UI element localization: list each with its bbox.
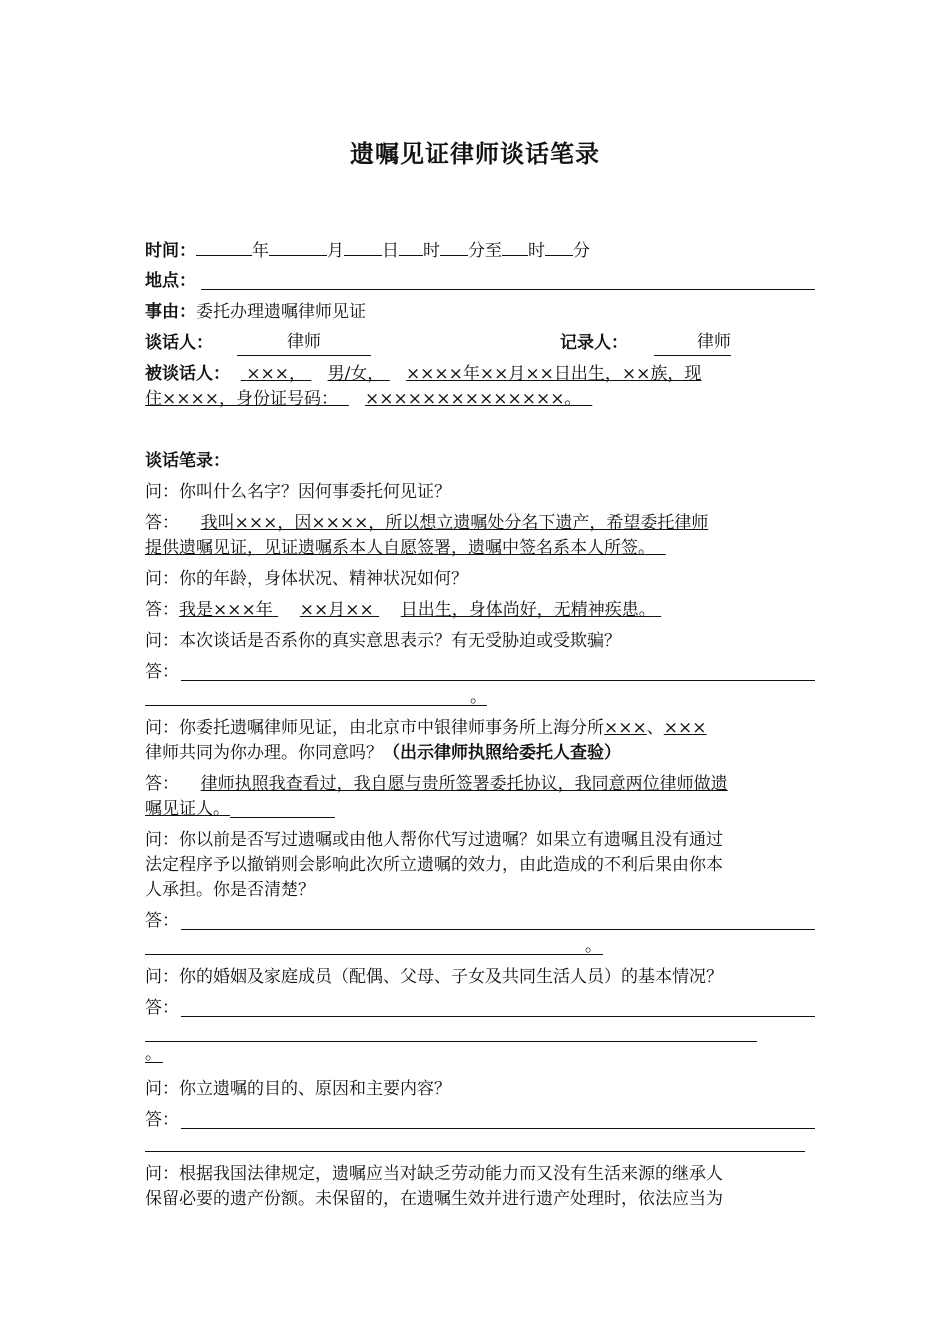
time-row: 时间： 年 月 日 时 分至 时 分 <box>145 237 815 264</box>
answer-5-row-1: 答： <box>145 911 179 931</box>
answer-6-period: 。 <box>145 1044 162 1064</box>
minute2-blank[interactable] <box>545 237 573 256</box>
question-4-row-2: 律师共同为你办理。你同意吗？（出示律师执照给委托人查验） <box>145 743 621 763</box>
year-blank[interactable] <box>196 237 252 256</box>
interviewee-addr: 住××××，身份证号码： <box>145 389 338 409</box>
question-6: 问：你的婚姻及家庭成员（配偶、父母、子女及共同生活人员）的基本情况？ <box>145 967 723 987</box>
interviewee-label: 被谈话人： <box>145 364 230 384</box>
place-blank[interactable] <box>201 289 815 290</box>
show-license-note: （出示律师执照给委托人查验） <box>383 743 621 763</box>
answer-6-blank-1[interactable] <box>181 1016 815 1017</box>
answer-3-row-1: 答： <box>145 662 179 682</box>
interviewee-name: ×××， <box>246 364 306 384</box>
interviewer-value: 律师 <box>237 330 371 356</box>
answer-4-row-1: 答： 律师执照我查看过，我自愿与贵所签署委托协议，我同意两位律师做遗 <box>145 774 728 794</box>
reason-value: 委托办理遗嘱律师见证 <box>196 302 366 322</box>
answer-1-text: 我叫×××，因××××，所以想立遗嘱处分名下遗产，希望委托律师 <box>200 513 709 533</box>
question-3: 问：本次谈话是否系你的真实意思表示？有无受胁迫或受欺骗？ <box>145 631 621 651</box>
minute-blank[interactable] <box>440 237 468 256</box>
recorder-value: 律师 <box>654 330 731 356</box>
document-title: 遗嘱见证律师谈话笔录 <box>350 140 600 168</box>
answer-7-row-1: 答： <box>145 1110 179 1130</box>
question-4-row-1: 问：你委托遗嘱律师见证，由北京市中银律师事务所上海分所×××、××× <box>145 718 707 738</box>
record-label: 谈话笔录： <box>145 451 230 471</box>
hour-blank[interactable] <box>399 237 423 256</box>
answer-1-row-2: 提供遗嘱见证，见证遗嘱系本人自愿签署，遗嘱中签名系本人所签。 <box>145 538 655 558</box>
answer-4-blank[interactable] <box>230 817 335 818</box>
question-1: 问：你叫什么名字？因何事委托何见证？ <box>145 482 451 502</box>
interviewee-row-2 <box>145 386 815 412</box>
place-row <box>145 268 815 294</box>
answer-3-blank-2[interactable] <box>145 705 487 706</box>
answer-6-row-1: 答： <box>145 998 179 1018</box>
answer-3-blank-1[interactable] <box>181 680 815 681</box>
answer-2: 答：我是×××年 ××月×× 日出生，身体尚好，无精神疾患。 <box>145 600 656 620</box>
interviewee-row-1 <box>145 361 815 387</box>
reason-label: 事由： <box>145 302 196 322</box>
question-7: 问：你立遗嘱的目的、原因和主要内容？ <box>145 1079 451 1099</box>
hour2-blank[interactable] <box>502 237 528 256</box>
question-2: 问：你的年龄，身体状况、精神状况如何？ <box>145 569 468 589</box>
month-blank[interactable] <box>269 237 327 256</box>
question-5-row-1: 问：你以前是否写过遗嘱或由他人帮你代写过遗嘱？如果立有遗嘱且没有通过 <box>145 830 723 850</box>
interviewer-label: 谈话人： <box>145 333 213 353</box>
answer-4-row-2: 嘱见证人。 <box>145 799 230 819</box>
question-5-row-2: 法定程序予以撤销则会影响此次所立遗嘱的效力，由此造成的不利后果由你本 <box>145 855 723 875</box>
reason-row <box>145 299 815 325</box>
place-label: 地点： <box>145 271 196 291</box>
question-8-row-2: 保留必要的遗产份额。未保留的，在遗嘱生效并进行遗产处理时，依法应当为 <box>145 1189 723 1209</box>
interviewee-birth: ××××年××月××日出生，××族，现 <box>405 364 702 384</box>
answer-6-blank-2[interactable] <box>145 1041 757 1042</box>
day-blank[interactable] <box>344 237 382 256</box>
answer-7-blank-2[interactable] <box>145 1151 805 1152</box>
answer-5-blank-1[interactable] <box>181 929 815 930</box>
answer-5-blank-2[interactable] <box>145 954 603 955</box>
recorder-label: 记录人： <box>560 333 628 353</box>
answer-5-period: 。 <box>585 936 602 956</box>
interviewee-gender: 男/女， <box>327 364 385 384</box>
question-5-row-3: 人承担。你是否清楚？ <box>145 880 315 900</box>
question-8-row-1: 问：根据我国法律规定，遗嘱应当对缺乏劳动能力而又没有生活来源的继承人 <box>145 1164 723 1184</box>
answer-1-row-1: 答： 我叫×××，因××××，所以想立遗嘱处分名下遗产，希望委托律师 <box>145 513 709 533</box>
answer-3-period: 。 <box>470 687 487 707</box>
answer-7-blank-1[interactable] <box>181 1128 815 1129</box>
interviewee-id: ××××××××××××××。 <box>365 389 582 409</box>
time-label: 时间： <box>145 241 196 261</box>
